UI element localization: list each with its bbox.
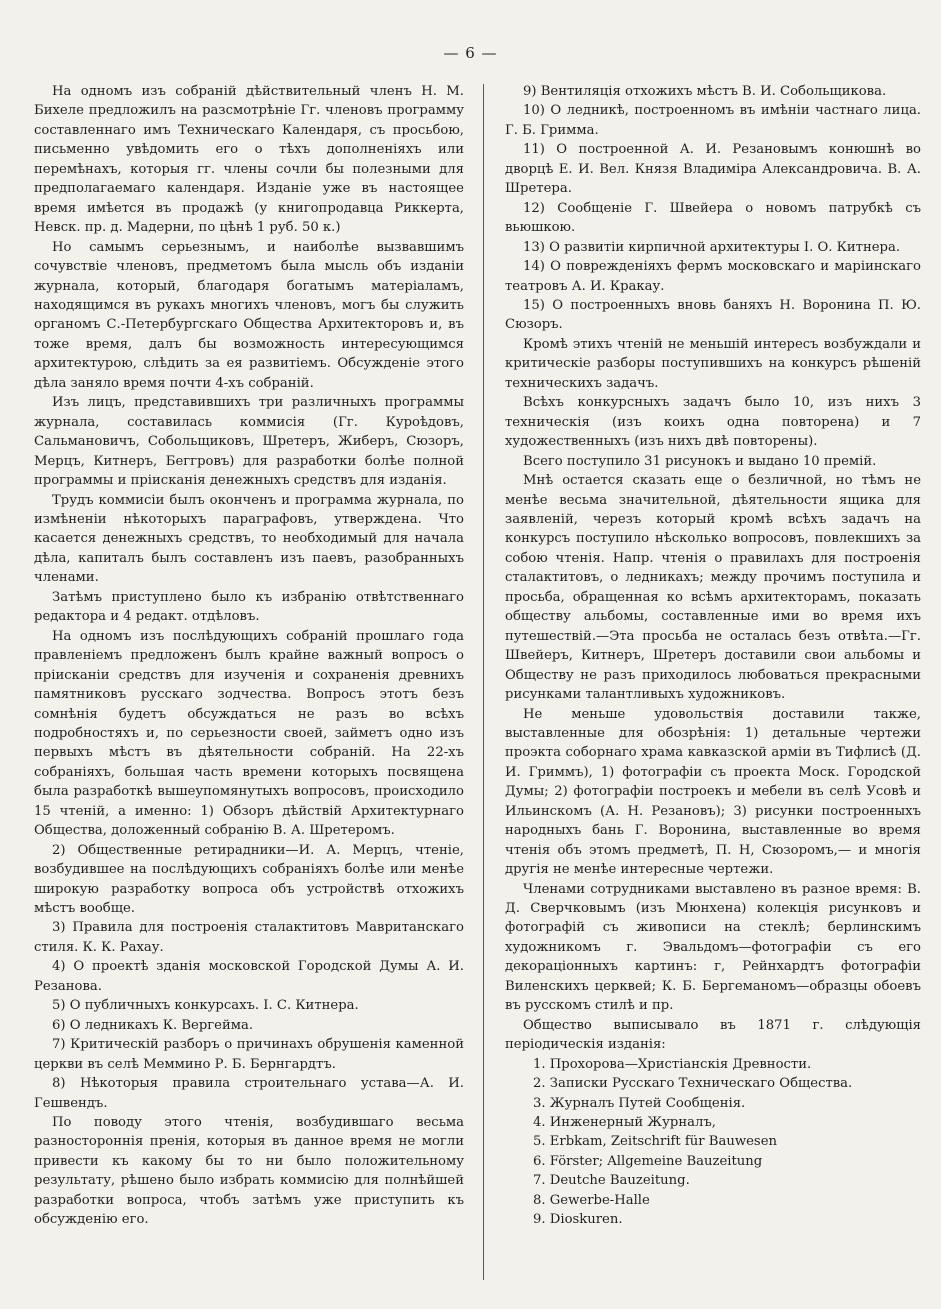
- list-item: 1. Прохорова—Христіанскія Древности.: [533, 1056, 812, 1072]
- periodicals-list: [505, 1055, 921, 1230]
- left-column: [34, 82, 464, 1230]
- paragraph: Общество выписывало въ 1871 г. слѣдующія періодическія изданія:: [505, 1017, 921, 1053]
- paragraph: На одномъ изъ собраній дѣйствительный членъ Н. М. Бихеле предложилъ на разсмотрѣніе Гг. членовъ программу составленнаго имъ Техническаго Календаря, съ просьбою, письменно увѣдомить его о тѣхъ дополненіяхъ или перемѣнахъ, которыя гг. члены сочли бы полезными для предполагаемаго календаря. Изданіе уже въ настоящее время имѣется въ продажѣ (у книгопродавца Риккерта, Невск. пр. д. Мадерни, по цѣнѣ 1 руб. 50 к.): [34, 84, 464, 236]
- paragraph: Кромѣ этихъ чтеній не меньшій интересъ возбуждали и критическіе разборы поступившихъ на конкурсъ рѣшеній техническихъ задачъ.: [505, 336, 921, 391]
- list-item: 7. Deutche Bauzeitung.: [533, 1173, 690, 1189]
- paragraph: Изъ лицъ, представившихъ три различныхъ программы журнала, составилась коммисія (Гг. Куроѣдовъ, Сальмановичъ, Собольщиковъ, Шретеръ, Жиберъ, Сюзоръ, Мерцъ, Китнеръ, Беггровъ) для разработки болѣе полной программы и пріисканія денежныхъ средствъ для изданія.: [34, 395, 464, 489]
- paragraph: Всѣхъ конкурсныхъ задачъ было 10, изъ нихъ 3 техническія (изъ коихъ одна повторена) и 7 художественныхъ (изъ нихъ двѣ повторены).: [505, 395, 921, 450]
- paragraph: 2) Общественные ретирадники—И. А. Мерцъ, чтеніе, возбудившее на послѣдующихъ собраніяхъ болѣе или менѣе широкую разработку вопроса объ устройствѣ отхожихъ мѣстъ вообще.: [34, 842, 464, 917]
- paragraph: Затѣмъ приступлено было къ избранію отвѣтственнаго редактора и 4 редакт. отдѣловъ.: [34, 589, 464, 625]
- paragraph: 4) О проектѣ зданія московской Городской Думы А. И. Резанова.: [34, 959, 464, 994]
- paragraph: 14) О поврежденіяхъ фермъ московскаго и маріинскаго театровъ А. И. Кракау.: [505, 259, 921, 294]
- paragraph: 11) О построенной А. И. Резановымъ конюшнѣ во дворцѣ Е. И. Вел. Князя Владиміра Александровича. В. А. Шретера.: [505, 142, 921, 197]
- column-divider: [483, 84, 484, 1280]
- list-item: 4. Инженерный Журналъ,: [533, 1115, 716, 1131]
- list-item: 3. Журналъ Путей Сообщенія.: [533, 1095, 746, 1111]
- list-item: 2. Записки Русскаго Техническаго Общества.: [533, 1076, 853, 1092]
- paragraph: 8) Нѣкоторыя правила строительнаго устава—А. И. Гешвендъ.: [34, 1076, 464, 1111]
- paragraph: Трудъ коммисіи былъ оконченъ и программа журнала, по измѣненіи нѣкоторыхъ параграфовъ, утверждена. Что касается денежныхъ средствъ, то необходимый для начала дѣла, капиталъ былъ составленъ изъ паевъ, разобранныхъ членами.: [34, 492, 464, 586]
- list-item: 8. Gewerbe-Halle: [533, 1192, 650, 1208]
- list-item: 6. Förster; Allgemeine Bauzeitung: [533, 1153, 763, 1169]
- list-item: 5. Erbkam, Zeitschrift für Bauwesen: [533, 1134, 777, 1150]
- paragraph: 13) О развитіи кирпичной архитектуры I. О. Китнера.: [523, 239, 901, 255]
- paragraph: По поводу этого чтенія, возбудившаго весьма разностороннія пренія, которыя въ данное время не могли привести къ какому бы то ни было положительному результату, рѣшено было избрать коммисію для полнѣйшей разработки вопроса, чтобъ затѣмъ уже приступить къ обсужденію его.: [34, 1115, 464, 1228]
- paragraph: 3) Правила для построенія сталактитовъ Мавританскаго стиля. К. К. Рахау.: [34, 920, 464, 955]
- paragraph: Мнѣ остается сказать еще о безличной, но тѣмъ не менѣе весьма значительной, дѣятельности ящика для заявленій, черезъ который кромѣ всѣхъ задачъ на конкурсъ поступило нѣсколько вопросовъ, повлекшихъ за собою чтенія. Напр. чтенія о правилахъ для построенія сталактитовъ, о ледникахъ; между прочимъ поступила и просьба, обращенная ко всѣмъ архитекторамъ, показать обществу альбомы, составленные ими во время ихъ путешествій.—Эта просьба не осталась безъ отвѣта.—Гг. Швейеръ, Китнеръ, Шретеръ доставили свои альбомы и Обществу не разъ приходилось любоваться прекрасными рисунками талантливыхъ художниковъ.: [505, 473, 921, 703]
- right-column: [505, 82, 921, 1230]
- paragraph: Не меньше удовольствія доставили также, выставленные для обозрѣнія: 1) детальные чертежи проэкта соборнаго храма кавказской арміи въ Тифлисѣ (Д. И. Гриммъ), 1) фотографіи съ проекта Моск. Городской Думы; 2) фотографіи построекъ и мебели въ селѣ Усовѣ и Ильинскомъ (А. Н. Резановъ); 3) рисунки построенныхъ народныхъ бань Г. Воронина, выставленные во время чтенія объ этомъ предметѣ, П. Н, Сюзоромъ,— и многія другія не менѣе интересные чертежи.: [505, 706, 921, 878]
- paragraph: Но самымъ серьезнымъ, и наиболѣе вызвавшимъ сочувствіе членовъ, предметомъ была мысль объ изданіи журнала, который, благодаря богатымъ матеріаламъ, находящимся въ рукахъ многихъ членовъ, могъ бы служить органомъ С.-Петербургскаго Общества Архитекторовъ и, въ тоже время, далъ бы возможность интересующимся архитектурою, слѣдить за ея развитіемъ. Обсужденіе этого дѣла заняло время почти 4-хъ собраній.: [34, 239, 464, 391]
- paragraph: Членами сотрудниками выставлено въ разное время: В. Д. Сверчковымъ (изъ Мюнхена) колекція рисунковъ и фотографій съ живописи на стеклѣ; берлинскимъ художникомъ г. Эвальдомъ—фотографіи съ его декораціонныхъ картинъ: г, Рейнхардтъ фотографіи Виленскихъ церквей; К. Б. Бергеманомъ—образцы обоевъ въ русскомъ стилѣ и пр.: [505, 881, 921, 1014]
- paragraph: 7) Критическій разборъ о причинахъ обрушенія каменной церкви въ селѣ Меммино Р. Б. Бернгардтъ.: [34, 1037, 464, 1072]
- paragraph: На одномъ изъ послѣдующихъ собраній прошлаго года правленіемъ предложенъ былъ крайне важный вопросъ о пріисканіи средствъ для изученія и сохраненія древнихъ памятниковъ русскаго зодчества. Вопросъ этотъ безъ сомнѣнія будетъ обсуждаться не разъ во всѣхъ подробностяхъ и, по серьезности своей, займетъ одно изъ первыхъ мѣстъ въ дѣятельности собраній. На 22-хъ собраніяхъ, большая часть времени которыхъ посвящена была разработкѣ вышеупомянутыхъ вопросовъ, происходило 15 чтеній, а именно: 1) Обзоръ дѣйствій Архитектурнаго Общества, доложенный собранію В. А. Шретеромъ.: [34, 628, 464, 839]
- paragraph: 5) О публичныхъ конкурсахъ. I. С. Китнера.: [52, 998, 359, 1014]
- paragraph: 15) О построенныхъ вновь баняхъ Н. Воронина П. Ю. Сюзоръ.: [505, 297, 921, 333]
- paragraph: Всего поступило 31 рисунокъ и выдано 10 премій.: [523, 453, 877, 469]
- paragraph: 6) О ледникахъ К. Вергейма.: [52, 1017, 254, 1033]
- paragraph: 12) Сообщеніе Г. Швейера о новомъ патрубкѣ съ вьюшкою.: [505, 200, 921, 236]
- paragraph: 9) Вентиляція отхожихъ мѣстъ В. И. Собольщикова.: [523, 84, 887, 99]
- paragraph: 10) О ледникѣ, построенномъ въ имѣніи частнаго лица. Г. Б. Гримма.: [505, 103, 921, 138]
- page-number: — 6 —: [443, 44, 498, 62]
- list-item: 9. Dioskuren.: [533, 1212, 623, 1228]
